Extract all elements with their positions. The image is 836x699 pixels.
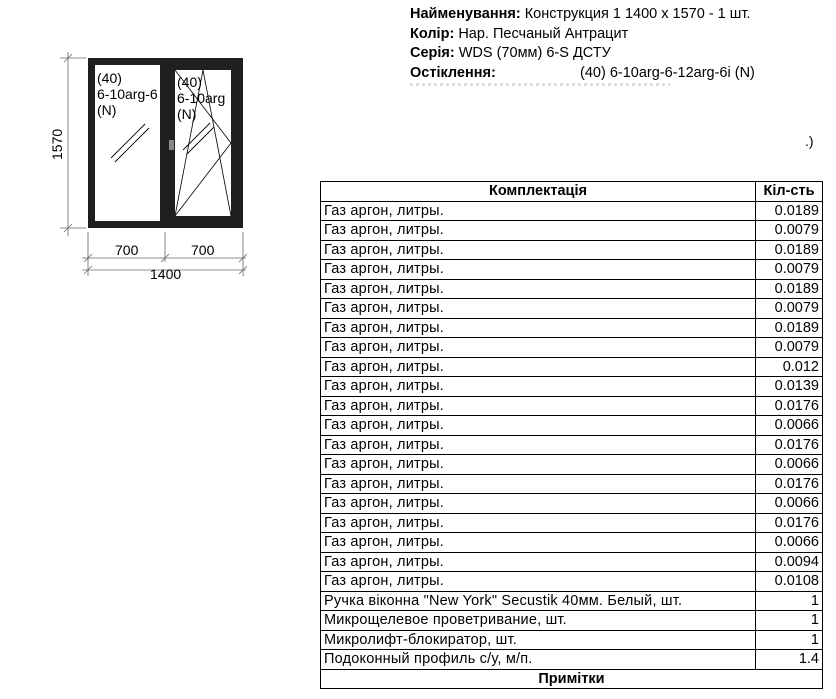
table-row bbox=[321, 611, 823, 631]
glazing-row bbox=[410, 64, 755, 84]
component-qty: 1 bbox=[756, 611, 823, 631]
table-row bbox=[321, 396, 823, 416]
component-name: Газ аргон, литры. bbox=[321, 279, 756, 299]
component-name: Газ аргон, литры. bbox=[321, 377, 756, 397]
component-name: Газ аргон, литры. bbox=[321, 513, 756, 533]
component-name: Ручка віконна "New York" Secustik 40мм. Белый, шт. bbox=[321, 591, 756, 611]
table-row bbox=[321, 494, 823, 514]
table-row bbox=[321, 201, 823, 221]
component-qty: 0.0176 bbox=[756, 474, 823, 494]
left-pane-glazing-label: (40) 6-10arg-6 (N) bbox=[97, 70, 158, 118]
table-row bbox=[321, 591, 823, 611]
left-width-label: 700 bbox=[115, 242, 139, 258]
color-row bbox=[410, 25, 750, 45]
table-row bbox=[321, 552, 823, 572]
table-row bbox=[321, 299, 823, 319]
component-name: Газ аргон, литры. bbox=[321, 455, 756, 475]
component-qty: 0.0066 bbox=[756, 494, 823, 514]
component-qty: 0.0108 bbox=[756, 572, 823, 592]
component-name: Микролифт-блокиратор, шт. bbox=[321, 630, 756, 650]
table-row bbox=[321, 435, 823, 455]
component-qty: 0.0189 bbox=[756, 318, 823, 338]
component-qty: 0.0189 bbox=[756, 240, 823, 260]
table-row bbox=[321, 630, 823, 650]
table-header-row bbox=[321, 182, 823, 202]
series-value: WDS (70мм) 6-S ДСТУ bbox=[458, 45, 611, 61]
component-name: Газ аргон, литры. bbox=[321, 357, 756, 377]
glazing-label: Остіклення: bbox=[410, 64, 496, 81]
cut-off-fragment: .) bbox=[805, 133, 814, 149]
components-table bbox=[320, 181, 823, 689]
component-qty: 0.0079 bbox=[756, 338, 823, 358]
component-name: Газ аргон, литры. bbox=[321, 572, 756, 592]
color-value: Нар. Песчаный Антрацит bbox=[458, 25, 629, 42]
component-name: Газ аргон, литры. bbox=[321, 396, 756, 416]
component-name: Газ аргон, литры. bbox=[321, 494, 756, 514]
component-name: Газ аргон, литры. bbox=[321, 338, 756, 358]
component-name: Газ аргон, литры. bbox=[321, 299, 756, 319]
notes-header: Примітки bbox=[321, 669, 823, 689]
component-qty: 0.0094 bbox=[756, 552, 823, 572]
table-row bbox=[321, 221, 823, 241]
glazing-value: (40) 6-10arg-6-12arg-6i (N) bbox=[580, 64, 755, 81]
table-body bbox=[321, 201, 823, 669]
cut-off-text-line bbox=[410, 83, 670, 86]
table-row bbox=[321, 533, 823, 553]
table-row bbox=[321, 377, 823, 397]
component-qty: 0.0176 bbox=[756, 513, 823, 533]
component-name: Газ аргон, литры. bbox=[321, 260, 756, 280]
component-qty: 0.0079 bbox=[756, 260, 823, 280]
component-name: Газ аргон, литры. bbox=[321, 474, 756, 494]
component-name: Газ аргон, литры. bbox=[321, 533, 756, 553]
component-name: Микрощелевое проветривание, шт. bbox=[321, 611, 756, 631]
table-row bbox=[321, 260, 823, 280]
column-header-qty: Кіл-сть bbox=[756, 182, 823, 202]
table-row bbox=[321, 357, 823, 377]
name-value: Конструкция 1 1400 x 1570 - 1 шт. bbox=[524, 6, 751, 22]
component-qty: 0.0176 bbox=[756, 435, 823, 455]
height-dim-label: 1570 bbox=[49, 128, 65, 160]
component-qty: 1.4 bbox=[756, 650, 823, 670]
component-name: Газ аргон, литры. bbox=[321, 416, 756, 436]
handle-icon bbox=[169, 140, 174, 150]
right-pane-glazing-label: (40) 6-10arg (N) bbox=[177, 74, 226, 122]
component-qty: 0.0189 bbox=[756, 201, 823, 221]
component-qty: 0.0079 bbox=[756, 299, 823, 319]
series-label: Серія: bbox=[410, 45, 455, 61]
table-row bbox=[321, 416, 823, 436]
table-row bbox=[321, 279, 823, 299]
component-qty: 0.0189 bbox=[756, 279, 823, 299]
order-info bbox=[410, 5, 755, 83]
component-name: Газ аргон, литры. bbox=[321, 552, 756, 572]
component-name: Газ аргон, литры. bbox=[321, 221, 756, 241]
total-width-label: 1400 bbox=[150, 266, 182, 282]
column-header-name: Комплектація bbox=[321, 182, 756, 202]
component-qty: 1 bbox=[756, 630, 823, 650]
component-qty: 0.0079 bbox=[756, 221, 823, 241]
component-name: Газ аргон, литры. bbox=[321, 435, 756, 455]
component-name: Газ аргон, литры. bbox=[321, 240, 756, 260]
table-row bbox=[321, 455, 823, 475]
table-row bbox=[321, 240, 823, 260]
component-name: Подоконный профиль с/у, м/п. bbox=[321, 650, 756, 670]
table-row bbox=[321, 650, 823, 670]
component-qty: 0.0139 bbox=[756, 377, 823, 397]
name-row bbox=[410, 5, 750, 25]
table-row bbox=[321, 572, 823, 592]
window-drawing bbox=[0, 0, 260, 290]
table-row bbox=[321, 474, 823, 494]
series-row bbox=[410, 44, 750, 64]
component-qty: 0.012 bbox=[756, 357, 823, 377]
component-qty: 0.0066 bbox=[756, 533, 823, 553]
right-width-label: 700 bbox=[191, 242, 215, 258]
name-label: Найменування: bbox=[410, 6, 521, 22]
component-qty: 0.0176 bbox=[756, 396, 823, 416]
component-qty: 0.0066 bbox=[756, 455, 823, 475]
table-row bbox=[321, 338, 823, 358]
component-name: Газ аргон, литры. bbox=[321, 318, 756, 338]
color-label: Колір: bbox=[410, 25, 455, 42]
component-qty: 1 bbox=[756, 591, 823, 611]
component-name: Газ аргон, литры. bbox=[321, 201, 756, 221]
table-row bbox=[321, 513, 823, 533]
notes-row bbox=[321, 669, 823, 689]
component-qty: 0.0066 bbox=[756, 416, 823, 436]
table-row bbox=[321, 318, 823, 338]
